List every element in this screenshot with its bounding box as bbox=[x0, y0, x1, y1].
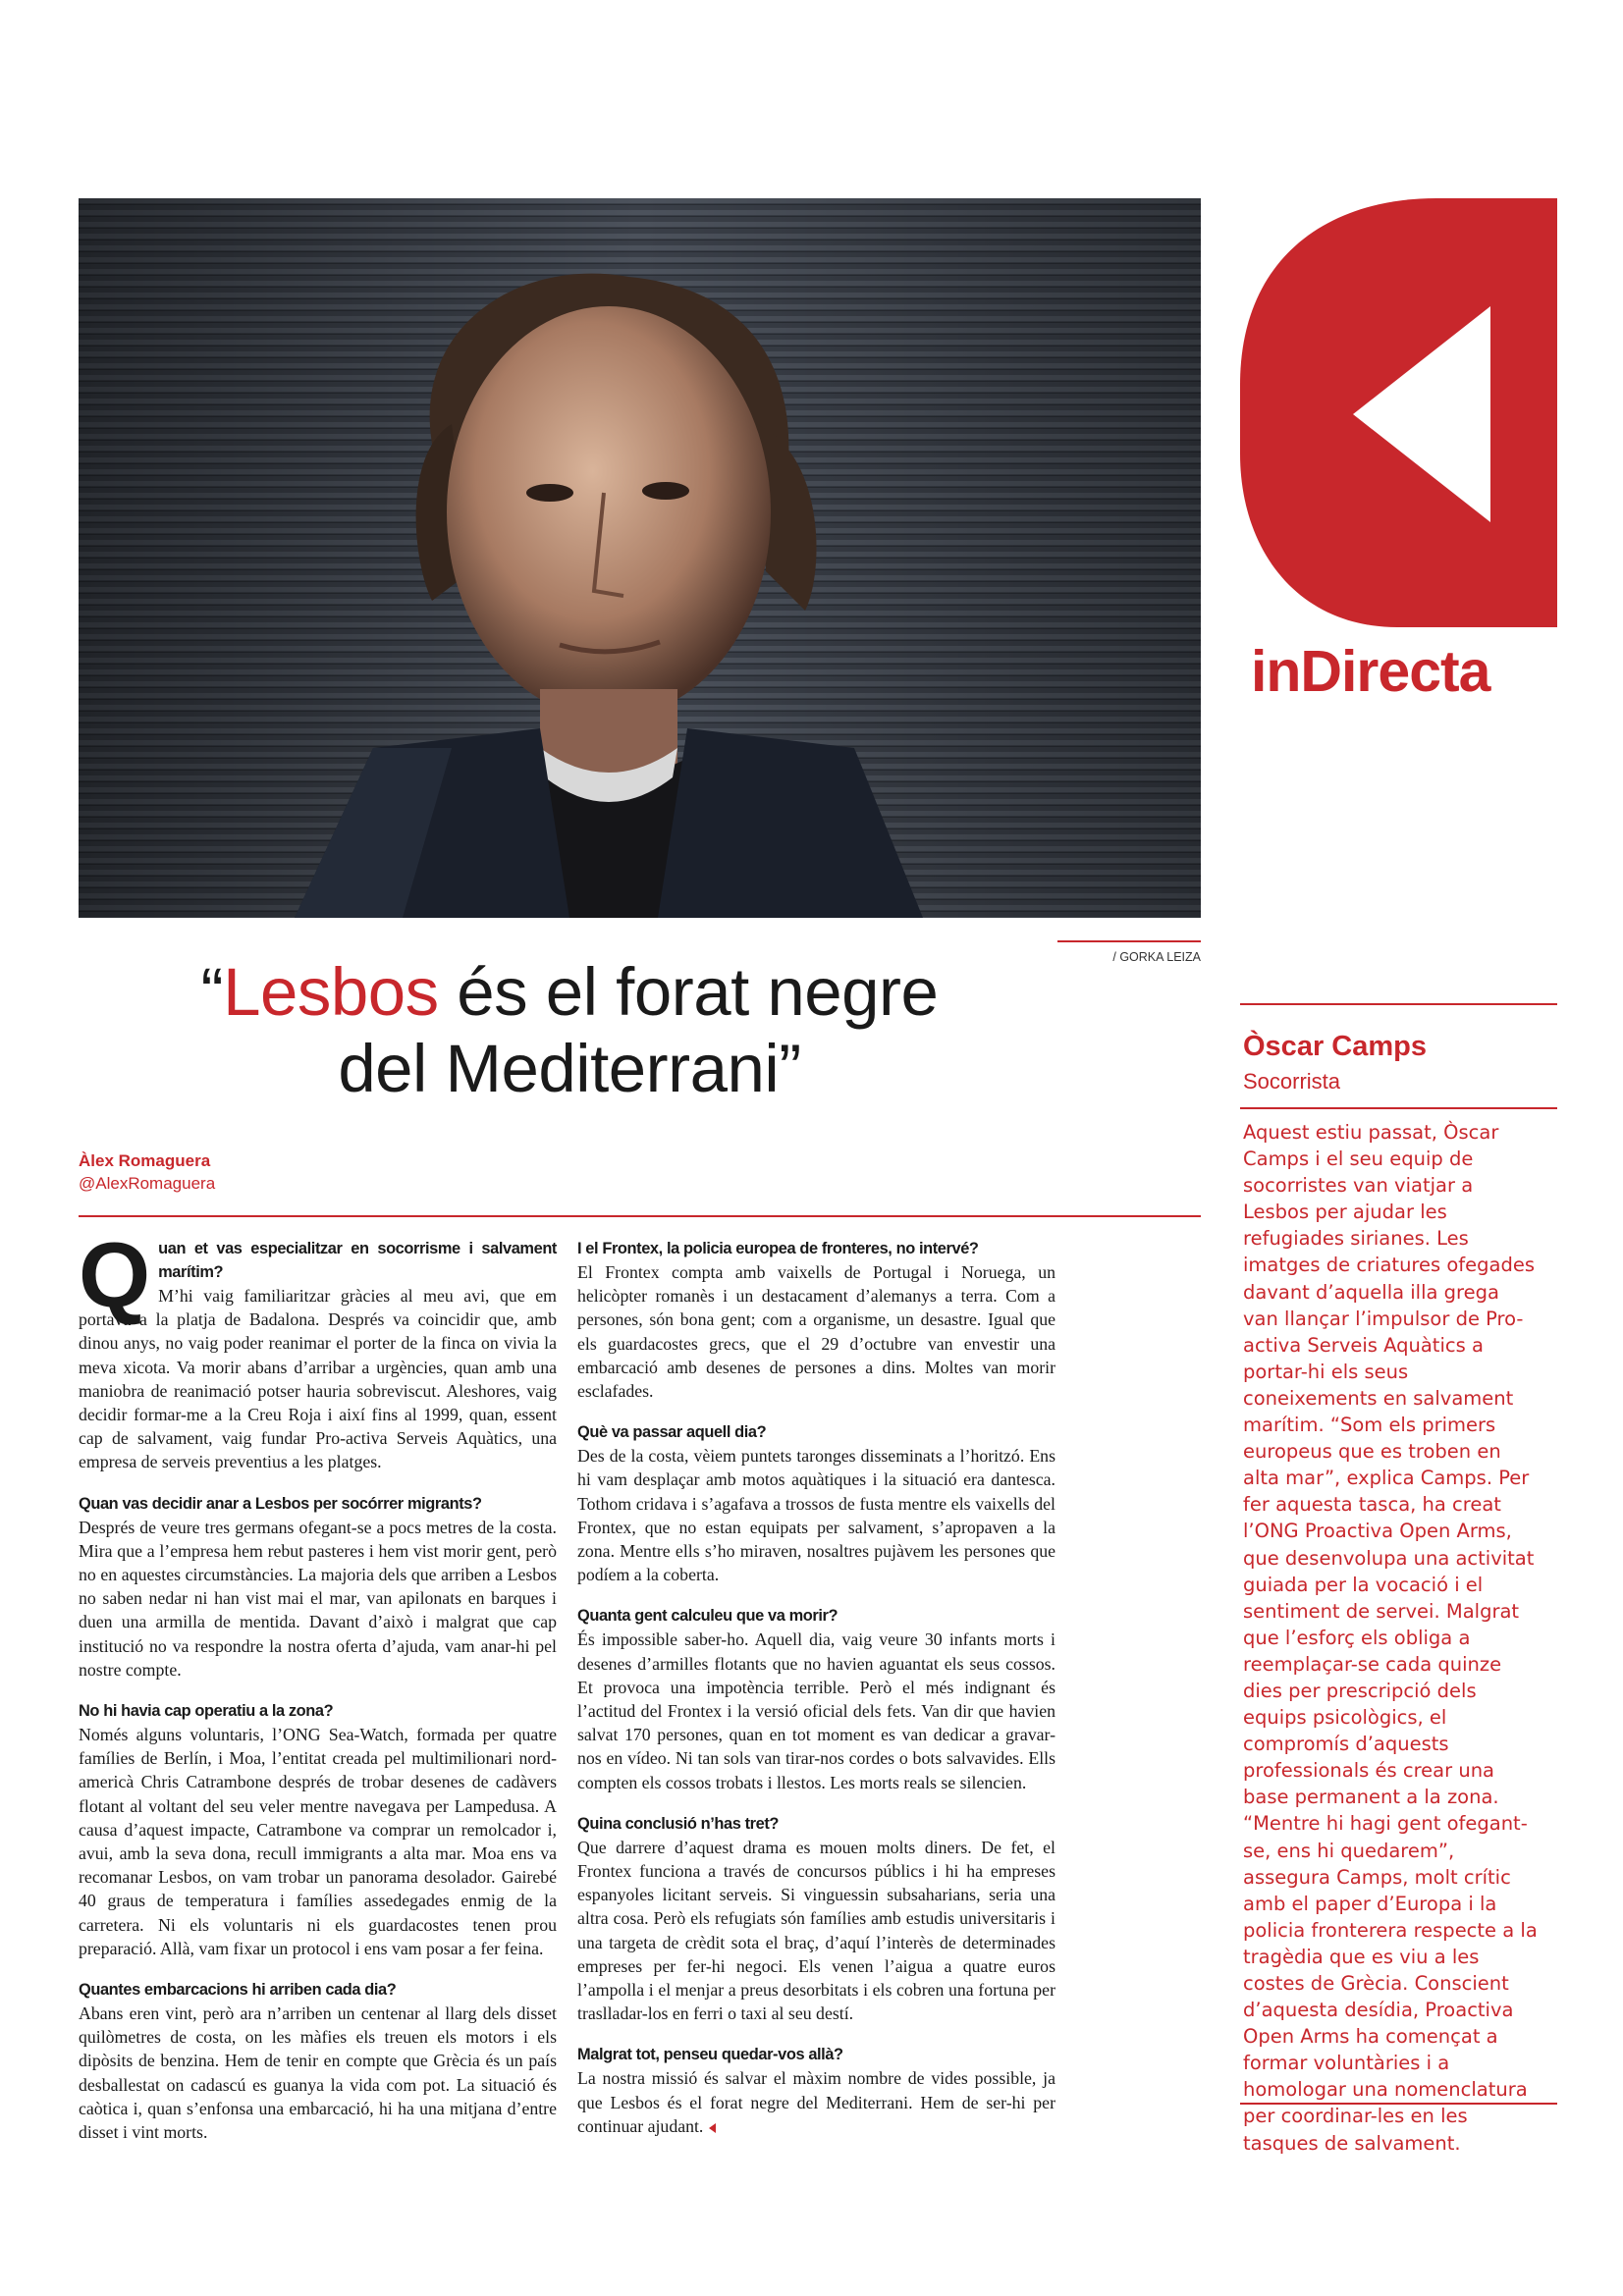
byline bbox=[79, 1151, 215, 1194]
qa-block bbox=[577, 1237, 1055, 1403]
headline bbox=[79, 954, 1060, 1107]
photo-credit: / GORKA LEIZA bbox=[1112, 950, 1201, 964]
portrait-illustration bbox=[79, 198, 1201, 918]
qa-block bbox=[577, 2043, 1055, 2138]
sidebar-text: Aquest estiu passat, Òscar Camps i el seu equip de socorristes van viatjar a Lesbos per ajudar les refugiades sirianes. Les imatges de criatures ofegades davant d’aquella illa grega van llançar l’impulsor de Pro-activa Serveis Aquàtics a portar-hi els seus coneixements en salvament marítim. “Som els primers europeus que es troben en alta mar”, explica Camps. Per fer aquesta tasca, ha creat l’ONG Proactiva Open Arms, que desenvolupa una activitat guiada per la vocació i el sentiment de servei. Malgrat que l’esforç els obliga a reemplaçar-se cada quinze dies per prescripció dels equips psicològics, el compromís d’aquests professionals és crear una base permanent a la zona. “Mentre hi hagi gent ofegant-se, ens hi quedarem”, assegura Camps, molt crític amb el paper d’Europa i la policia fronterera respecte a la tragèdia que es viu a les costes de Grècia. Conscient d’aquesta desídia, Proactiva Open Arms ha començat a formar voluntàries i a homologar una nomenclatura per coordinar-les en les tasques de salvament. bbox=[1243, 1121, 1538, 2155]
sidebar-role: Socorrista bbox=[1243, 1069, 1341, 1094]
headline-line2: del Mediterrani” bbox=[338, 1031, 801, 1106]
qa-block bbox=[577, 1812, 1055, 2026]
question: Quantes embarcacions hi arriben cada dia? bbox=[79, 1981, 397, 2000]
question: uan et vas especialitzar en socorrisme i salvament marítim? bbox=[158, 1240, 557, 1281]
sidebar-rule-top bbox=[1240, 1003, 1557, 1005]
answer: Des de la costa, vèiem puntets taronges disseminats a l’horitzó. Ens hi vam desplaçar amb motos aquàtiques i la situació era dantesca. Tothom cridava i s’agafava a trossos de fusta mentre els vaixells del Frontex, que no estan equipats per salvament, s’apropaven a la zona. Mentre ells s’ho miraven, nosaltres pujàvem les persones que podíem a la coberta. bbox=[577, 1446, 1055, 1585]
qa-block bbox=[79, 1492, 557, 1682]
answer: Només alguns voluntaris, l’ONG Sea-Watch, formada per quatre famílies de Berlín, i Moa, l’entitat creada pel multimilionari nord-americà Chris Catrambone després de trobar desenes de cadàvers flotant al voltant del seu veler mentre navegava per Lampedusa. A causa d’aquest impacte, Catrambone va comprar un remolcador i, avui, amb la seva dona, recull immigrants a alta mar. Moa ens va recomanar Lesbos, on vam trobar un panorama desolador. Gairebé 40 graus de temperatura i famílies assedegades enmig de la carretera. Ni els voluntaris ni els guardacostes tenen prou preparació. Allà, vam fixar un protocol i ens vam posar a fer feina. bbox=[79, 1725, 557, 1958]
question: Quan vas decidir anar a Lesbos per socórrer migrants? bbox=[79, 1494, 482, 1513]
qa-block bbox=[79, 1223, 557, 1474]
portrait-photo bbox=[79, 198, 1201, 918]
qa-block bbox=[577, 1604, 1055, 1793]
article-rule bbox=[79, 1215, 1201, 1217]
question: Què va passar aquell dia? bbox=[577, 1423, 767, 1442]
answer: M’hi vaig familiaritzar gràcies al meu avi, que em portava a la platja de Badalona. Després va coincidir que, amb dinou anys, no vaig poder reanimar el porter de la finca on vivia la meva xicota. Va morir abans d’arribar a urgències, quan amb una maniobra de reanimació potser hauria sobreviscut. Aleshores, vaig decidir formar-me a la Creu Roja i així fins al 1999, quan, essent cap de salvament, vaig fundar Pro-activa Serveis Aquàtics, una empresa de serveis preventius a les platges. bbox=[79, 1286, 557, 1472]
answer-final bbox=[577, 2066, 1055, 2138]
question: No hi havia cap operatiu a la zona? bbox=[79, 1702, 334, 1721]
headline-highlight: Lesbos bbox=[223, 954, 439, 1030]
question: Quanta gent calculeu que va morir? bbox=[577, 1607, 839, 1626]
headline-line1: és el forat negre bbox=[438, 954, 939, 1030]
author-handle[interactable]: @AlexRomaguera bbox=[79, 1174, 216, 1193]
answer: Que darrere d’aquest drama es mouen molts diners. De fet, el Frontex funciona a través de concursos públics i hi ha empreses espanyoles licitant serveis. Si vinguessin subsaharians, seria una altra cosa. Però els refugiats són famílies amb estudis universitaris i una targeta de crèdit sota el braç, d’aquí l’interès de determinades empreses per fer-hi negoci. Els venen l’aigua a quatre euros l’ampolla i el menjar a preus desorbitats i els cobren una fortuna per traslladar-los en ferri o taxi al seu destí. bbox=[577, 1837, 1055, 2024]
answer: La nostra missió és salvar el màxim nombre de vides possible, ja que Lesbos és el forat negre del Mediterrani. Hem de ser-hi per continuar ajudant. bbox=[577, 2068, 1055, 2136]
drop-cap: Q bbox=[79, 1223, 151, 1326]
brand-name: inDirecta bbox=[1251, 639, 1490, 704]
sidebar-rule-bottom bbox=[1240, 2103, 1557, 2105]
question: Quina conclusió n’has tret? bbox=[577, 1814, 780, 1833]
headline-open-quote: “ bbox=[200, 954, 224, 1030]
credit-rule bbox=[1057, 940, 1201, 942]
question: I el Frontex, la policia europea de fronteres, no intervé? bbox=[577, 1240, 979, 1257]
author-name: Àlex Romaguera bbox=[79, 1151, 211, 1170]
answer: És impossible saber-ho. Aquell dia, vaig veure 30 infants morts i desenes d’armilles flotants que no havien aguantat els seus cossos. Et provoca una impotència terrible. Però el més indignant és l’actitud del Frontex i la versió oficial dels fets. Van dir que havien salvat 170 persones, quan en tot moment es van dedicar a gravar-nos en vídeo. Ni tan sols van tirar-nos cordes o bots salvavides. Ells compten els cossos trobats i llestos. Les morts reals se silencien. bbox=[577, 1629, 1055, 1792]
indirecta-logo-icon bbox=[1240, 198, 1557, 627]
article-column-left bbox=[79, 1223, 557, 2162]
sidebar-name: Òscar Camps bbox=[1243, 1031, 1427, 1062]
article-column-right bbox=[577, 1237, 1055, 2156]
qa-block bbox=[79, 1699, 557, 1960]
qa-block bbox=[577, 1420, 1055, 1586]
end-mark-icon bbox=[709, 2123, 716, 2133]
answer: Abans eren vint, però ara n’arriben un centenar al llarg dels disset quilòmetres de costa, on les màfies els treuen els motors i els dipòsits de benzina. Hem de tenir en compte que Grècia és un país desballestat on cadascú es guanya la vida com pot. La situació és caòtica i, quan s’enfonsa una embarcació, hi ha una mitjana d’entre disset i vint morts. bbox=[79, 2003, 557, 2143]
qa-block bbox=[79, 1978, 557, 2144]
answer: Després de veure tres germans ofegant-se a pocs metres de la costa. Mira que a l’empresa hem rebut pasteres i hem vist morir gent, però no en aquestes circumstàncies. La majoria dels que arriben a Lesbos no saben nedar ni han vist mai el mar, van apilonats en barques i duen una armilla de mentida. Davant d’això i malgrat que cap institució no va respondre la nostra oferta d’ajuda, vam anar-hi pel nostre compte. bbox=[79, 1517, 557, 1680]
sidebar-rule-mid bbox=[1240, 1107, 1557, 1109]
answer: El Frontex compta amb vaixells de Portugal i Noruega, un helicòpter romanès i un destacament d’alemanys a terra. Com a persones, són bona gent; com a organisme, un desastre. Igual que els guardacostes grecs, que el 29 d’octubre van envestir una embarcació amb desenes de persones a dins. Moltes van morir esclafades. bbox=[577, 1262, 1055, 1402]
question: Malgrat tot, penseu quedar-vos allà? bbox=[577, 2046, 843, 2064]
